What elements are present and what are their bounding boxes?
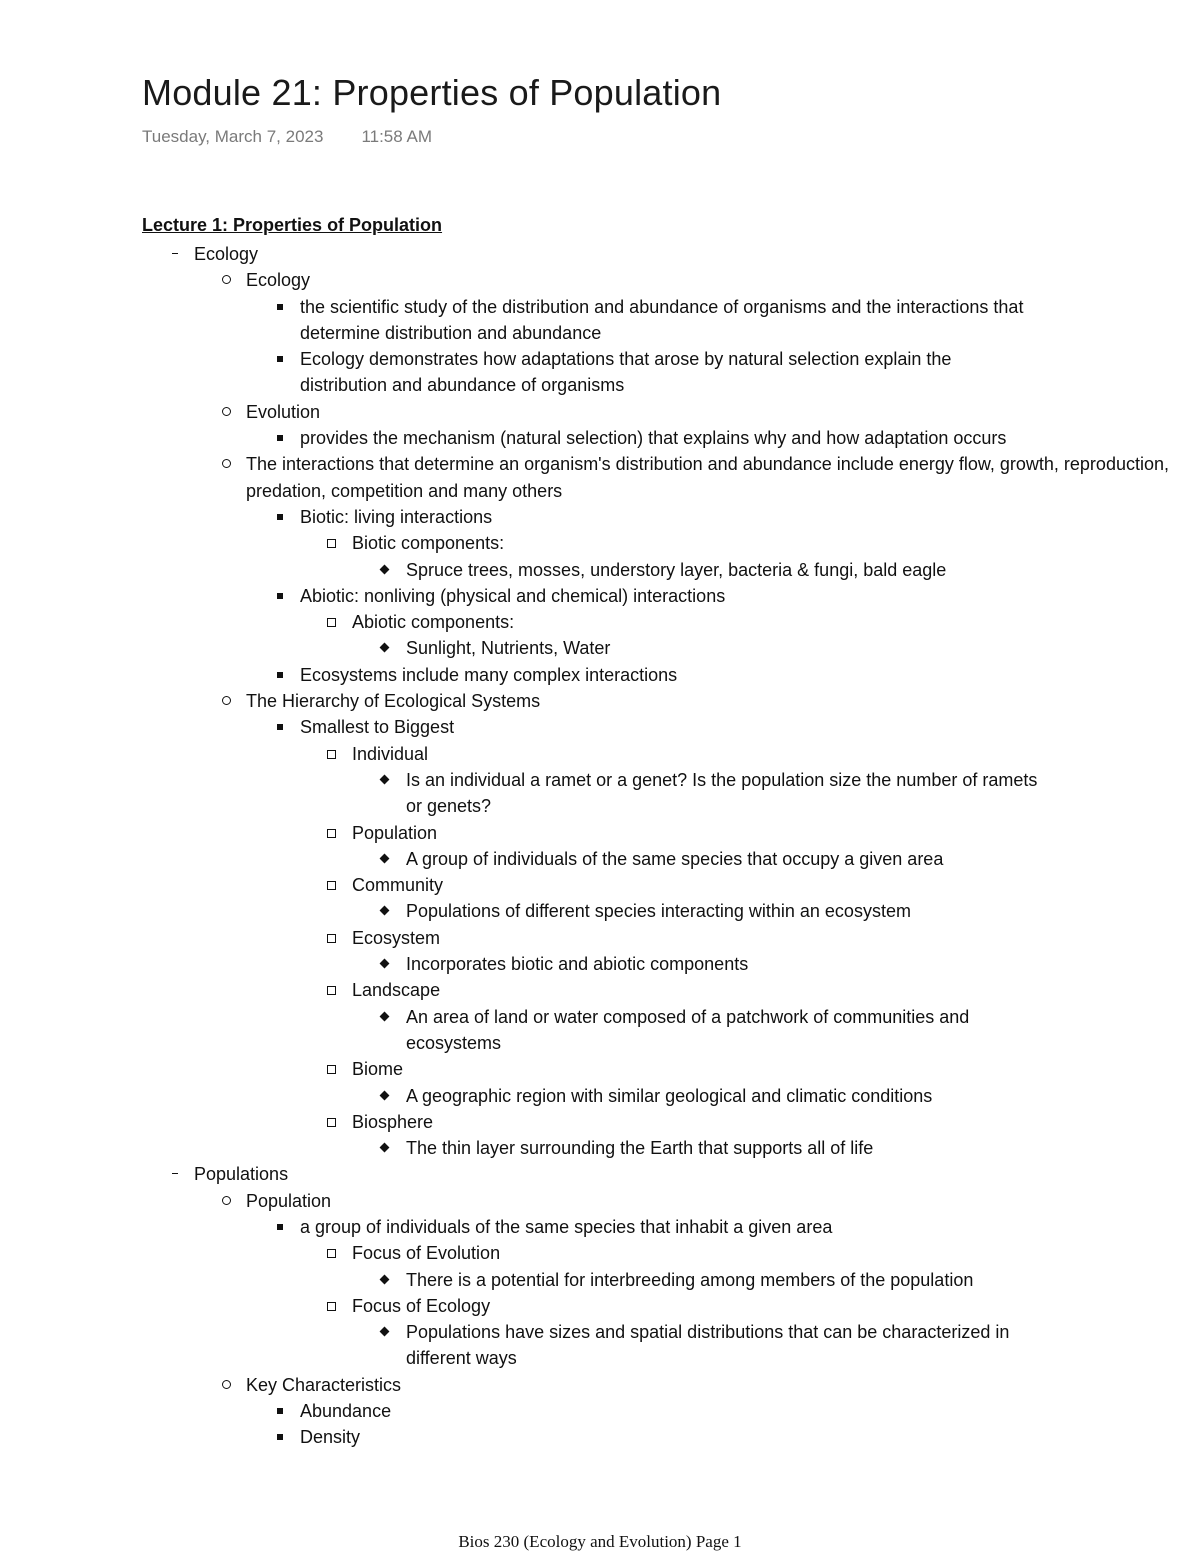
box-bullet-icon: [327, 986, 336, 995]
page-title: Module 21: Properties of Population: [142, 72, 722, 113]
box-bullet-icon: [327, 881, 336, 890]
outline-item-level-2: [0, 1372, 1200, 1398]
square-bullet-icon: [277, 1224, 283, 1230]
outline-item-level-4: [0, 977, 1200, 1003]
outline-item-text: Spruce trees, mosses, understory layer, bacteria & fungi, bald eagle: [406, 559, 947, 580]
outline-item-level-2: [0, 451, 1200, 504]
outline-item-text: Abiotic: nonliving (physical and chemical) interactions: [300, 585, 726, 606]
outline-item-text: a group of individuals of the same species that inhabit a given area: [300, 1216, 833, 1237]
outline-item-text: Density: [300, 1427, 361, 1448]
outline-item-text: Population: [246, 1190, 332, 1211]
page-footer: Bios 230 (Ecology and Evolution) Page 1: [458, 1532, 742, 1551]
circle-bullet-icon: [222, 459, 231, 468]
notes-outline: [0, 241, 1200, 1451]
outline-item-text: Focus of Ecology: [352, 1295, 491, 1316]
outline-item-level-5: [0, 898, 1046, 924]
diamond-bullet-icon: [380, 774, 390, 784]
outline-item-text: Population: [352, 822, 438, 843]
square-bullet-icon: [277, 672, 283, 678]
outline-item-level-3: [0, 504, 1040, 530]
circle-bullet-icon: [222, 407, 231, 416]
page-meta: [142, 127, 432, 147]
outline-item-level-2: [0, 399, 1200, 425]
outline-item-text: There is a potential for interbreeding among members of the population: [406, 1269, 974, 1290]
outline-item-level-5: [0, 846, 1046, 872]
outline-item-level-5: [0, 1004, 1046, 1057]
outline-item-text: Populations: [194, 1164, 289, 1185]
outline-item-level-3: [0, 1424, 1040, 1450]
outline-item-text: Sunlight, Nutrients, Water: [406, 638, 611, 659]
outline-item-text: Biotic: living interactions: [300, 506, 493, 527]
outline-item-text: Biosphere: [352, 1111, 434, 1132]
outline-item-text: The interactions that determine an organism's distribution and abundance include energy flow, growth, reproduction, predation, competition and many others: [246, 454, 1169, 501]
outline-item-level-4: [0, 609, 1200, 635]
outline-item-level-5: [0, 1083, 1046, 1109]
outline-item-text: Populations of different species interacting within an ecosystem: [406, 901, 911, 922]
lecture-heading: Lecture 1: Properties of Population: [142, 215, 443, 235]
dash-bullet-icon: [172, 1173, 178, 1174]
outline-item-level-3: [0, 714, 1040, 740]
circle-bullet-icon: [222, 275, 231, 284]
outline-item-level-3: [0, 662, 1040, 688]
dash-bullet-icon: [172, 253, 178, 254]
outline-item-level-4: [0, 872, 1200, 898]
box-bullet-icon: [327, 829, 336, 838]
outline-item-text: Focus of Evolution: [352, 1243, 501, 1264]
outline-item-level-2: [0, 267, 1200, 293]
outline-item-text: A group of individuals of the same species that occupy a given area: [406, 848, 944, 869]
outline-item-level-3: [0, 1214, 1040, 1240]
outline-item-text: Biome: [352, 1059, 404, 1080]
outline-item-level-3: [0, 294, 1040, 347]
square-bullet-icon: [277, 724, 283, 730]
outline-item-level-4: [0, 1056, 1200, 1082]
box-bullet-icon: [327, 1249, 336, 1258]
square-bullet-icon: [277, 356, 283, 362]
square-bullet-icon: [277, 514, 283, 520]
outline-item-level-4: [0, 1293, 1200, 1319]
outline-item-text: Ecosystem: [352, 927, 441, 948]
outline-item-level-1: [0, 241, 1200, 267]
outline-item-text: Community: [352, 875, 444, 896]
page-time: 11:58 AM: [361, 127, 433, 146]
diamond-bullet-icon: [380, 1090, 390, 1100]
outline-item-level-1: [0, 1161, 1200, 1187]
outline-item-text: Is an individual a ramet or a genet? Is the population size the number of ramets or genets?: [406, 769, 1038, 817]
box-bullet-icon: [327, 750, 336, 759]
diamond-bullet-icon: [380, 906, 390, 916]
diamond-bullet-icon: [380, 1011, 390, 1021]
outline-item-level-3: [0, 425, 1040, 451]
outline-item-text: Ecology demonstrates how adaptations that arose by natural selection explain the distribution and abundance of organisms: [300, 349, 952, 396]
outline-item-text: A geographic region with similar geological and climatic conditions: [406, 1085, 933, 1106]
outline-item-level-4: [0, 530, 1200, 556]
outline-item-level-5: [0, 1267, 1046, 1293]
outline-item-text: Landscape: [352, 980, 441, 1001]
outline-item-text: Abundance: [300, 1401, 392, 1422]
outline-item-level-2: [0, 688, 1200, 714]
circle-bullet-icon: [222, 696, 231, 705]
outline-item-text: Ecosystems include many complex interactions: [300, 664, 678, 685]
box-bullet-icon: [327, 539, 336, 548]
box-bullet-icon: [327, 1118, 336, 1127]
square-bullet-icon: [277, 435, 283, 441]
outline-item-level-3: [0, 346, 1040, 399]
outline-item-text: Incorporates biotic and abiotic components: [406, 954, 749, 975]
square-bullet-icon: [277, 304, 283, 310]
diamond-bullet-icon: [380, 564, 390, 574]
outline-item-text: Key Characteristics: [246, 1374, 402, 1395]
outline-item-text: Biotic components:: [352, 533, 505, 554]
outline-item-text: The thin layer surrounding the Earth that supports all of life: [406, 1138, 874, 1159]
outline-item-level-4: [0, 1109, 1200, 1135]
diamond-bullet-icon: [380, 643, 390, 653]
outline-item-level-2: [0, 1188, 1200, 1214]
outline-item-level-5: [0, 767, 1046, 820]
outline-item-level-5: [0, 1135, 1046, 1161]
outline-item-level-5: [0, 557, 1046, 583]
outline-item-text: Individual: [352, 743, 429, 764]
outline-item-level-4: [0, 1240, 1200, 1266]
outline-item-level-4: [0, 925, 1200, 951]
outline-item-text: Ecology: [194, 244, 259, 264]
square-bullet-icon: [277, 1434, 283, 1440]
outline-item-text: An area of land or water composed of a patchwork of communities and ecosystems: [406, 1006, 970, 1053]
outline-item-level-5: [0, 635, 1046, 661]
diamond-bullet-icon: [380, 1274, 390, 1284]
outline-item-level-3: [0, 1398, 1040, 1424]
outline-item-text: The Hierarchy of Ecological Systems: [246, 691, 541, 712]
box-bullet-icon: [327, 1302, 336, 1311]
box-bullet-icon: [327, 1065, 336, 1074]
diamond-bullet-icon: [380, 853, 390, 863]
outline-item-level-5: [0, 1319, 1046, 1372]
outline-item-level-3: [0, 583, 1040, 609]
outline-item-text: Populations have sizes and spatial distributions that can be characterized in different ways: [406, 1322, 1010, 1369]
outline-item-text: Smallest to Biggest: [300, 717, 455, 738]
outline-item-text: Evolution: [246, 401, 321, 422]
diamond-bullet-icon: [380, 959, 390, 969]
box-bullet-icon: [327, 618, 336, 627]
diamond-bullet-icon: [380, 1143, 390, 1153]
box-bullet-icon: [327, 934, 336, 943]
square-bullet-icon: [277, 593, 283, 599]
circle-bullet-icon: [222, 1380, 231, 1389]
outline-item-level-4: [0, 820, 1200, 846]
outline-item-text: the scientific study of the distribution and abundance of organisms and the interactions that determine distribution and abundance: [300, 296, 1024, 343]
outline-item-level-4: [0, 741, 1200, 767]
outline-item-text: Abiotic components:: [352, 612, 515, 633]
circle-bullet-icon: [222, 1196, 231, 1205]
diamond-bullet-icon: [380, 1327, 390, 1337]
outline-item-level-5: [0, 951, 1046, 977]
square-bullet-icon: [277, 1408, 283, 1414]
page-date: Tuesday, March 7, 2023: [142, 127, 324, 146]
outline-item-text: provides the mechanism (natural selection) that explains why and how adaptation occurs: [300, 428, 1007, 449]
outline-item-text: Ecology: [246, 270, 311, 291]
